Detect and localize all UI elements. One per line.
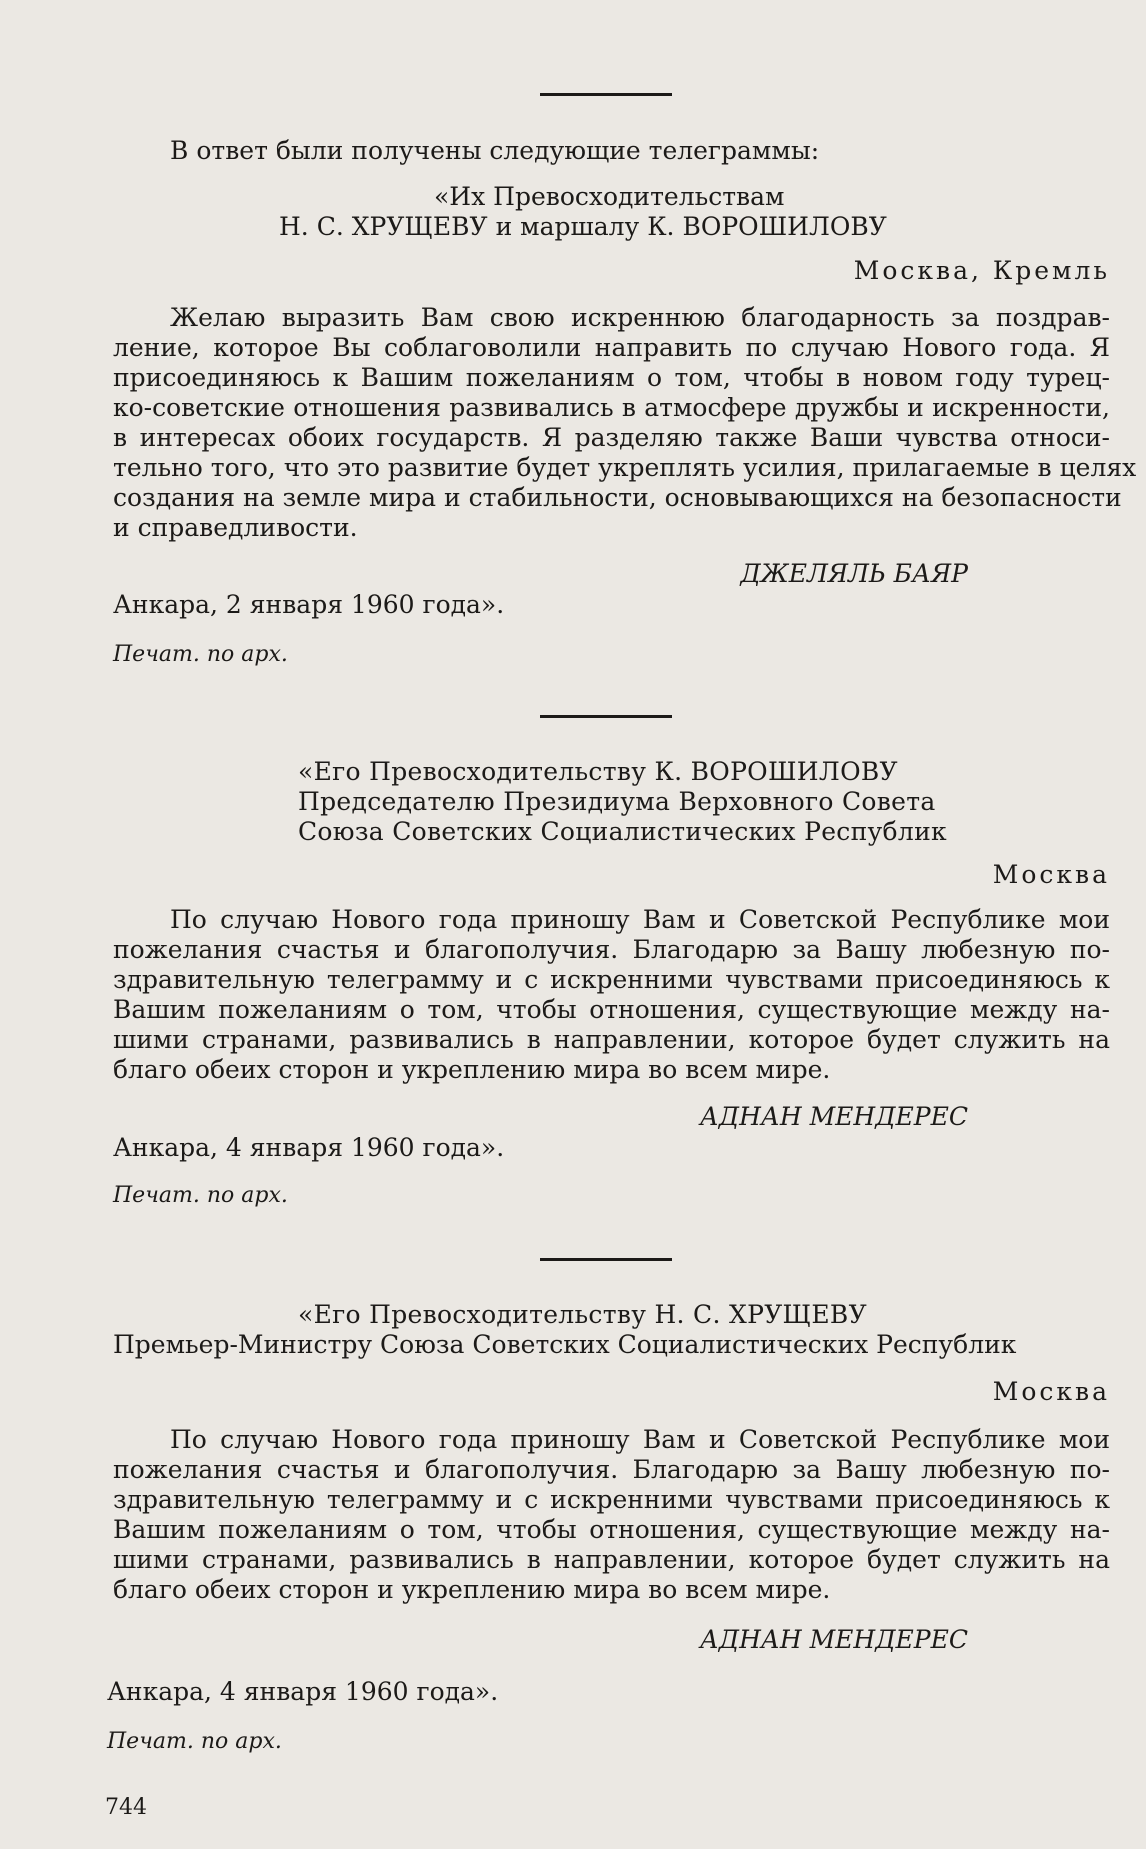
separator-rule [540,715,672,718]
source-note: Печат. по арх. [107,1729,282,1754]
location-line: Москва [992,860,1110,889]
source-note: Печат. по арх. [113,1183,288,1208]
body-line: Вашим пожеланиям о том, чтобы отношения, существующие между на- [113,995,1110,1024]
body-line: здравительную телеграмму и с искренними чувствами присоединяюсь к [113,965,1110,994]
body-line: благо обеих сторон и укреплению мира во всем мире. [113,1055,831,1084]
source-note: Печат. по арх. [113,642,288,667]
body-line: и справедливости. [113,513,358,542]
separator-rule [540,93,672,96]
body-line: Желаю выразить Вам свою искреннюю благодарность за поздрав- [170,303,1110,332]
signature: ДЖЕЛЯЛЬ БАЯР [740,559,968,588]
body-line: Вашим пожеланиям о том, чтобы отношения, существующие между на- [113,1515,1110,1544]
addressee-line-1: «Их Превосходительствам [434,182,785,211]
body-line: По случаю Нового года приношу Вам и Советской Республике мои [170,905,1110,934]
separator-rule [540,1258,672,1261]
body-line: ление, которое Вы соблаговолили направить по случаю Нового года. Я [113,333,1110,362]
body-line: пожелания счастья и благополучия. Благодарю за Вашу любезную по- [113,935,1110,964]
signature: АДНАН МЕНДЕРЕС [699,1102,968,1131]
addressee-line-1: «Его Превосходительству К. ВОРОШИЛОВУ [298,757,898,786]
date-line: Анкара, 4 января 1960 года». [113,1133,505,1162]
addressee-line-2: Премьер-Министру Союза Советских Социалистических Республик [113,1330,1017,1359]
intro-text: В ответ были получены следующие телеграммы: [170,136,820,165]
body-line: в интересах обоих государств. Я разделяю также Ваши чувства относи- [113,423,1110,452]
body-line: тельно того, что это развитие будет укреплять усилия, прилагаемые в целях [113,453,1137,482]
body-line: создания на земле мира и стабильности, основывающихся на безопасности [113,483,1122,512]
body-line: ко-советские отношения развивались в атмосфере дружбы и искренности, [113,393,1110,422]
body-line: здравительную телеграмму и с искренними чувствами присоединяюсь к [113,1485,1110,1514]
date-line: Анкара, 2 января 1960 года». [113,590,505,619]
page-number: 744 [105,1795,147,1820]
body-line: шими странами, развивались в направлении, которое будет служить на [113,1545,1110,1574]
body-line: шими странами, развивались в направлении, которое будет служить на [113,1025,1110,1054]
body-line: пожелания счастья и благополучия. Благодарю за Вашу любезную по- [113,1455,1110,1484]
body-line: благо обеих сторон и укреплению мира во всем мире. [113,1575,831,1604]
addressee-line-2: Н. С. ХРУЩЕВУ и маршалу К. ВОРОШИЛОВУ [279,212,887,241]
body-line: По случаю Нового года приношу Вам и Советской Республике мои [170,1425,1110,1454]
signature: АДНАН МЕНДЕРЕС [699,1625,968,1654]
location-line: Москва [992,1377,1110,1406]
date-line: Анкара, 4 января 1960 года». [107,1677,499,1706]
addressee-line-2: Председателю Президиума Верховного Совета [298,787,936,816]
addressee-line-3: Союза Советских Социалистических Республик [298,817,947,846]
location-line: Москва, Кремль [853,256,1110,285]
addressee-line-1: «Его Превосходительству Н. С. ХРУЩЕВУ [298,1300,867,1329]
body-line: присоединяюсь к Вашим пожеланиям о том, чтобы в новом году турец- [113,363,1110,392]
